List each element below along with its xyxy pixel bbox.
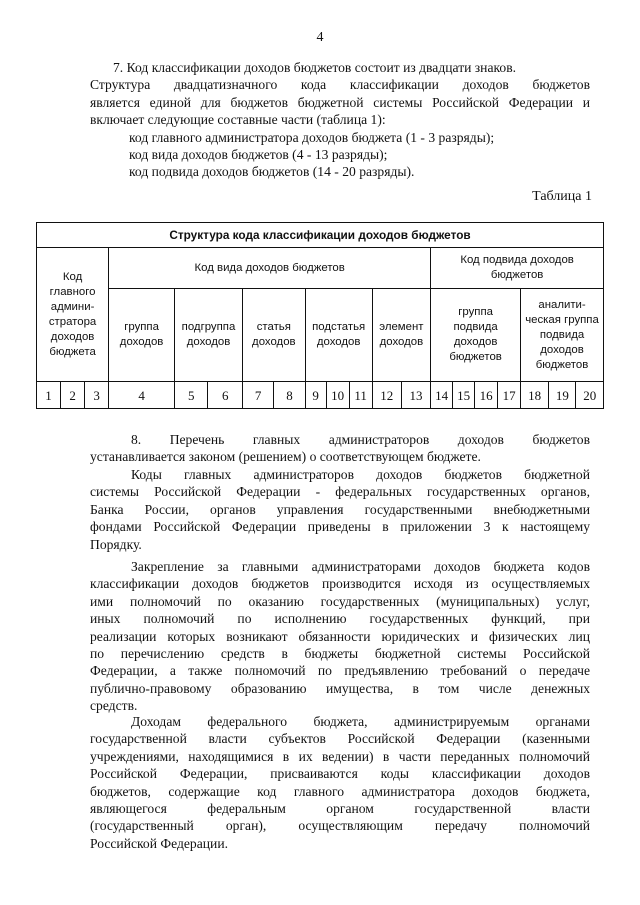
text-line: учреждениями, находящимися в их ведении) в части переданных полномочий: [90, 748, 590, 764]
digit-cell: 5: [175, 382, 208, 409]
digit-cell: 14: [431, 382, 453, 409]
header-income-subtype-code: Код подвида доходов бюджетов: [431, 248, 604, 289]
text-line: Коды главных администраторов доходов бюджетов бюджетной: [131, 467, 590, 482]
federal-budget-paragraph: [90, 713, 590, 852]
section-8-paragraph: [90, 431, 590, 466]
subheader-income-subarticle: подстатья доходов: [305, 289, 372, 382]
code-structure-table: [36, 222, 604, 409]
digit-cell: 1: [37, 382, 61, 409]
digit-cell: 12: [372, 382, 401, 409]
text-line: 7. Код классификации доходов бюджетов состоит из двадцати знаков.: [113, 60, 517, 75]
subheader-analytic-group: аналити- ческая группа подвида доходов бюджетов: [521, 289, 604, 382]
digit-cell: 6: [208, 382, 243, 409]
digit-cell: 7: [242, 382, 273, 409]
text-line: Российской Федерации, присваиваются коды классификации доходов: [90, 766, 590, 782]
text-line: Российской Федерации.: [90, 835, 228, 851]
digit-cell: 4: [109, 382, 175, 409]
digit-cell: 3: [85, 382, 109, 409]
text-line: ими полномочий по оказанию государственных (муниципальных) услуг,: [90, 593, 590, 609]
intro-paragraph: [90, 59, 590, 181]
text-line: фондами Российской Федерации приведены в приложении 3 к настоящему: [90, 519, 590, 535]
text-line: по перечислению средств в бюджеты бюджетной системы Российской: [90, 646, 590, 662]
digit-cell: 10: [326, 382, 349, 409]
digit-cell: 19: [549, 382, 576, 409]
text-line: классификации доходов бюджетов производится исходя из осуществляемых: [90, 576, 590, 592]
subheader-income-element: элемент доходов: [372, 289, 431, 382]
subheader-income-subgroup: подгруппа доходов: [175, 289, 243, 382]
text-line: (государственный орган), осуществляющим передачу полномочий: [90, 818, 590, 834]
text-line: код главного администратора доходов бюджета (1 - 3 разряды);: [129, 129, 495, 145]
text-line: Доходам федерального бюджета, администрируемым органами: [131, 714, 590, 729]
text-line: являющегося федеральным органом государственной власти: [90, 801, 590, 817]
text-line: публично-правовому образованию имущества, в том числе денежных: [90, 680, 590, 696]
text-line: государственной власти субъектов Российской Федерации (казенными: [90, 731, 590, 747]
text-line: Федерации, а также полномочий по предъявлению требований о передаче: [90, 663, 590, 679]
digit-cell: 16: [475, 382, 498, 409]
text-line: Структура двадцатизначного кода классификации доходов бюджетов: [90, 77, 590, 93]
subheader-income-group: группа доходов: [109, 289, 175, 382]
text-line: код подвида доходов бюджетов (14 - 20 разряды).: [129, 164, 415, 180]
digit-cell: 18: [521, 382, 549, 409]
header-admin-code: Код главного админи- стратора доходов бюджета: [37, 248, 109, 382]
codes-paragraph: [90, 466, 590, 553]
text-line: является единой для бюджетов бюджетной системы Российской Федерации и: [90, 94, 590, 110]
text-line: бюджетов, содержащие код главного администратора доходов бюджета,: [90, 783, 590, 799]
digit-cell: 15: [453, 382, 475, 409]
text-line: включает следующие составные части (таблица 1):: [90, 112, 386, 128]
text-line: средств.: [90, 698, 138, 714]
text-line: 8. Перечень главных администраторов доходов бюджетов: [131, 432, 590, 447]
text-line: иных полномочий по исполнению государственных функций, при: [90, 611, 590, 627]
text-line: код вида доходов бюджетов (4 - 13 разряды);: [129, 147, 388, 163]
text-line: устанавливается законом (решением) о соответствующем бюджете.: [90, 449, 481, 465]
text-line: Закрепление за главными администраторами доходов бюджета кодов: [131, 559, 590, 574]
digit-cell: 13: [401, 382, 430, 409]
assignment-paragraph: [90, 558, 590, 715]
digit-cell: 8: [274, 382, 305, 409]
table-title: Структура кода классификации доходов бюджетов: [37, 223, 604, 248]
subheader-subtype-group: группа подвида доходов бюджетов: [431, 289, 521, 382]
digit-cell: 17: [498, 382, 521, 409]
text-line: Банка России, органов управления государственными внебюджетными: [90, 501, 590, 517]
header-income-type-code: Код вида доходов бюджетов: [109, 248, 431, 289]
text-line: Порядку.: [90, 536, 142, 552]
subheader-income-article: статья доходов: [242, 289, 305, 382]
digit-cell: 20: [576, 382, 604, 409]
text-line: реализации которых возникают обязанности юридических и физических лиц: [90, 628, 590, 644]
page-number: 4: [316, 30, 324, 45]
digit-cell: 2: [61, 382, 85, 409]
text-line: системы Российской Федерации - федеральных государственных органов,: [90, 484, 590, 500]
digit-cell: 11: [349, 382, 372, 409]
table-caption: Таблица 1: [532, 189, 592, 204]
digit-cell: 9: [305, 382, 326, 409]
